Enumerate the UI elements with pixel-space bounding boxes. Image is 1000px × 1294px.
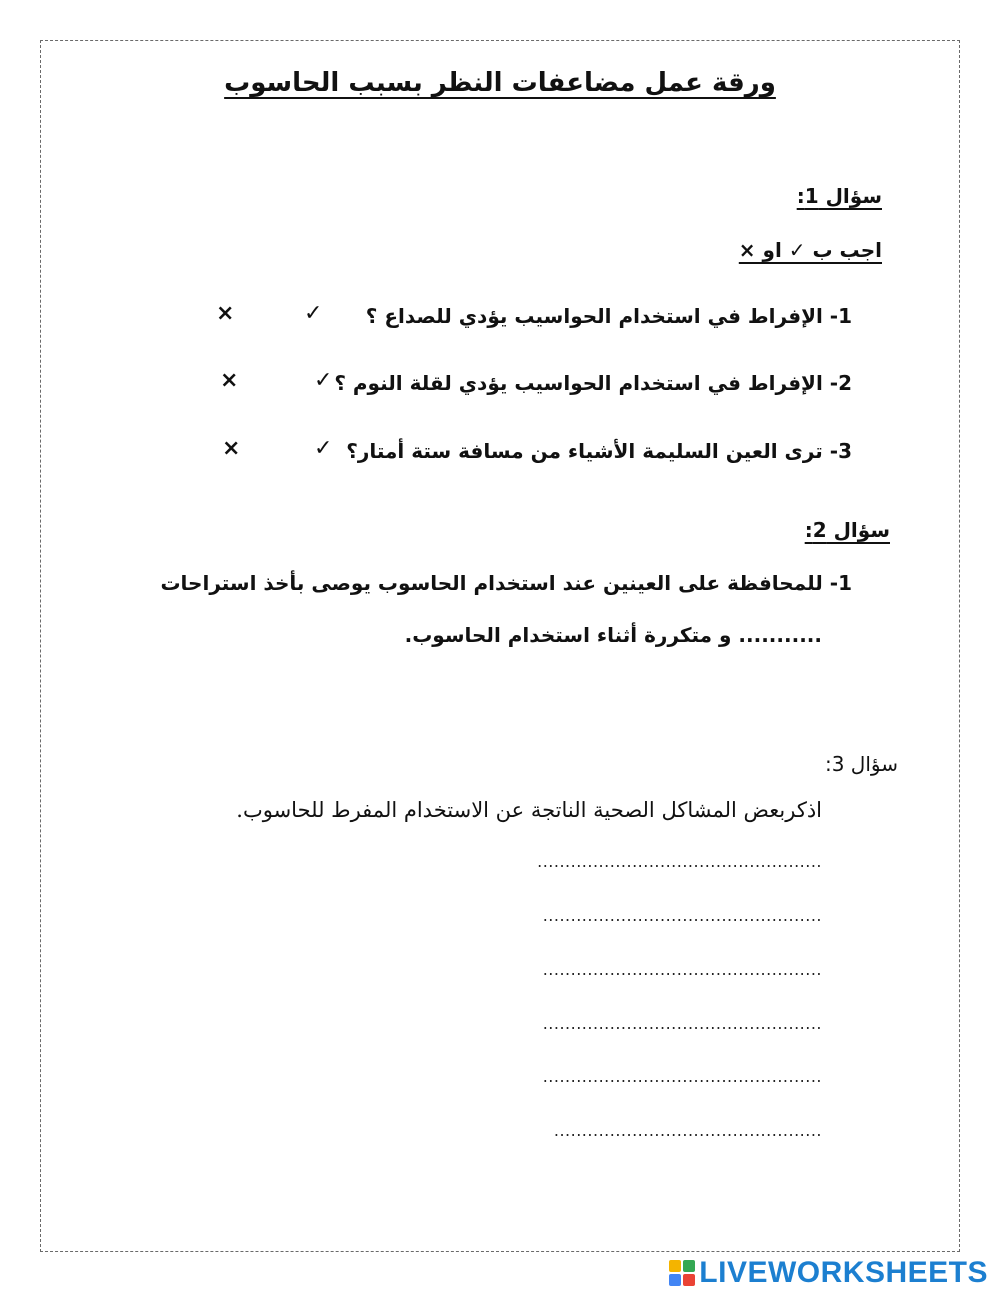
question-2-line-1: 1- للمحافظة على العينين عند استخدام الحاسوب يوصى بأخذ استراحات xyxy=(160,571,852,595)
liveworksheets-logo[interactable] xyxy=(669,1256,988,1290)
question-1-item-1: 1- الإفراط في استخدام الحواسيب يؤدي للصداع ؟ xyxy=(365,304,852,328)
question-3-heading: سؤال 3: xyxy=(824,752,898,776)
cross-icon[interactable]: × xyxy=(220,368,239,393)
question-3-prompt: اذكربعض المشاكل الصحية الناتجة عن الاستخدام المفرط للحاسوب. xyxy=(236,798,822,822)
logo-block xyxy=(683,1260,695,1272)
question-1-instruction: اجب ب ✓ او × xyxy=(738,238,882,262)
check-icon[interactable]: ✓ xyxy=(314,436,333,461)
question-2-line-2: ........... و متكررة أثناء استخدام الحاسوب. xyxy=(404,623,822,647)
answer-line[interactable]: ................................................ xyxy=(553,1121,822,1140)
logo-block xyxy=(683,1274,695,1286)
question-1-item-3: 3- ترى العين السليمة الأشياء من مسافة ستة أمتار؟ xyxy=(346,439,852,463)
answer-line[interactable]: ................................................... xyxy=(537,852,822,871)
cross-icon[interactable]: × xyxy=(216,301,235,326)
logo-block xyxy=(669,1274,681,1286)
cross-icon[interactable]: × xyxy=(222,436,241,461)
answer-line[interactable]: .................................................. xyxy=(542,1014,822,1033)
logo-blocks-icon xyxy=(669,1260,695,1286)
question-1-heading: سؤال 1: xyxy=(796,184,882,208)
answer-line[interactable]: .................................................. xyxy=(542,1067,822,1086)
answer-line[interactable]: .................................................. xyxy=(542,960,822,979)
logo-block xyxy=(669,1260,681,1272)
question-1-item-2: 2- الإفراط في استخدام الحواسيب يؤدي لقلة النوم ؟ xyxy=(334,371,852,395)
logo-text: LIVEWORKSHEETS xyxy=(699,1256,988,1289)
question-2-heading: سؤال 2: xyxy=(804,518,890,542)
check-icon[interactable]: ✓ xyxy=(314,368,333,393)
worksheet-title: ورقة عمل مضاعفات النظر بسبب الحاسوب xyxy=(224,68,776,98)
check-icon[interactable]: ✓ xyxy=(304,301,323,326)
answer-line[interactable]: .................................................. xyxy=(542,906,822,925)
